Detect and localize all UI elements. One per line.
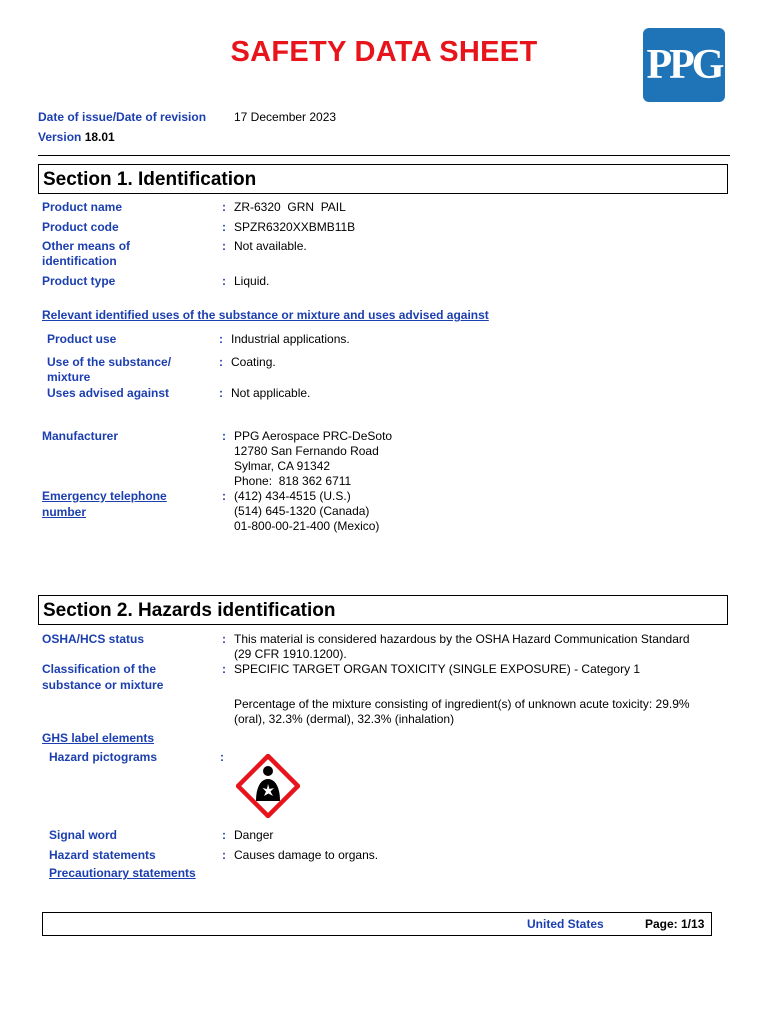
colon: : [222,429,226,443]
use-substance-label-2: mixture [47,370,91,384]
emergency-line: 01-800-00-21-400 (Mexico) [234,519,380,533]
percentage-line: (oral), 32.3% (dermal), 32.3% (inhalation) [234,712,455,726]
manufacturer-line: 12780 San Fernando Road [234,444,379,458]
product-name-label: Product name [42,200,123,214]
use-substance-value: Coating. [231,355,276,369]
colon: : [220,750,224,764]
date-label: Date of issue/Date of revision [38,110,207,124]
product-type-label: Product type [42,274,116,288]
colon: : [219,355,223,369]
manufacturer-line: Sylmar, CA 91342 [234,459,331,473]
footer-country: United States [527,917,604,931]
osha-status-value [234,632,690,662]
hazard-pictograms-label: Hazard pictograms [49,750,158,764]
emergency-line: (514) 645-1320 (Canada) [234,504,370,518]
manufacturer-label: Manufacturer [42,429,119,443]
emergency-label-2: number [42,505,87,519]
product-code-value: SPZR6320XXBMB11B [234,220,356,234]
osha-status-label: OSHA/HCS status [42,632,145,646]
colon: : [222,489,226,503]
date-value: 17 December 2023 [234,110,337,124]
classification-label-2: substance or mixture [42,678,164,692]
colon: : [222,239,226,253]
colon: : [222,632,226,646]
colon: : [222,662,226,676]
signal-word-label: Signal word [49,828,118,842]
product-name-value: ZR-6320 GRN PAIL [234,200,346,214]
colon: : [222,274,226,288]
product-code-label: Product code [42,220,119,234]
section-1-heading: Section 1. Identification [38,164,728,194]
percentage-line: Percentage of the mixture consisting of ingredient(s) of unknown acute toxicity: 29.9% [234,697,690,711]
document-title: SAFETY DATA SHEET [230,36,538,68]
precautionary-statements-label: Precautionary statements [49,866,196,880]
colon: : [222,828,226,842]
section-2-heading: Section 2. Hazards identification [38,595,728,625]
relevant-uses-heading: Relevant identified uses of the substance or mixture and uses advised against [42,308,489,322]
manufacturer-line: PPG Aerospace PRC-DeSoto [234,429,393,443]
osha-line: This material is considered hazardous by the OSHA Hazard Communication Standard [234,632,690,646]
colon: : [222,848,226,862]
product-type-value: Liquid. [234,274,270,288]
manufacturer-line: Phone: 818 362 6711 [234,474,352,488]
signal-word-value: Danger [234,828,274,842]
use-substance-label-1: Use of the substance/ [47,355,172,369]
product-use-label: Product use [47,332,117,346]
other-means-value: Not available. [234,239,307,253]
emergency-label-1: Emergency telephone [42,489,167,503]
page-footer [42,912,712,936]
ghs-label-elements: GHS label elements [42,731,155,745]
manufacturer-value [234,429,392,489]
product-use-value: Industrial applications. [231,332,350,346]
emergency-line: (412) 434-4515 (U.S.) [234,489,351,503]
colon: : [222,220,226,234]
uses-advised-value: Not applicable. [231,386,311,400]
emergency-value [234,489,379,534]
acute-toxicity-percentage [234,697,690,727]
version-value: 18.01 [84,130,115,144]
hazard-statements-value: Causes damage to organs. [234,848,379,862]
version-label: Version [38,130,82,144]
hazard-statements-label: Hazard statements [49,848,156,862]
other-means-label-2: identification [42,254,117,268]
classification-label-1: Classification of the [42,662,157,676]
other-means-label-1: Other means of [42,239,131,253]
header-divider [38,155,730,156]
colon: : [219,332,223,346]
ppg-logo: PPG [643,28,725,102]
footer-page-number: Page: 1/13 [645,917,705,931]
colon: : [222,200,226,214]
colon: : [219,386,223,400]
uses-advised-label: Uses advised against [47,386,170,400]
osha-line: (29 CFR 1910.1200). [234,647,347,661]
health-hazard-icon [236,754,300,818]
classification-value: SPECIFIC TARGET ORGAN TOXICITY (SINGLE EXPOSURE) - Category 1 [234,662,641,676]
